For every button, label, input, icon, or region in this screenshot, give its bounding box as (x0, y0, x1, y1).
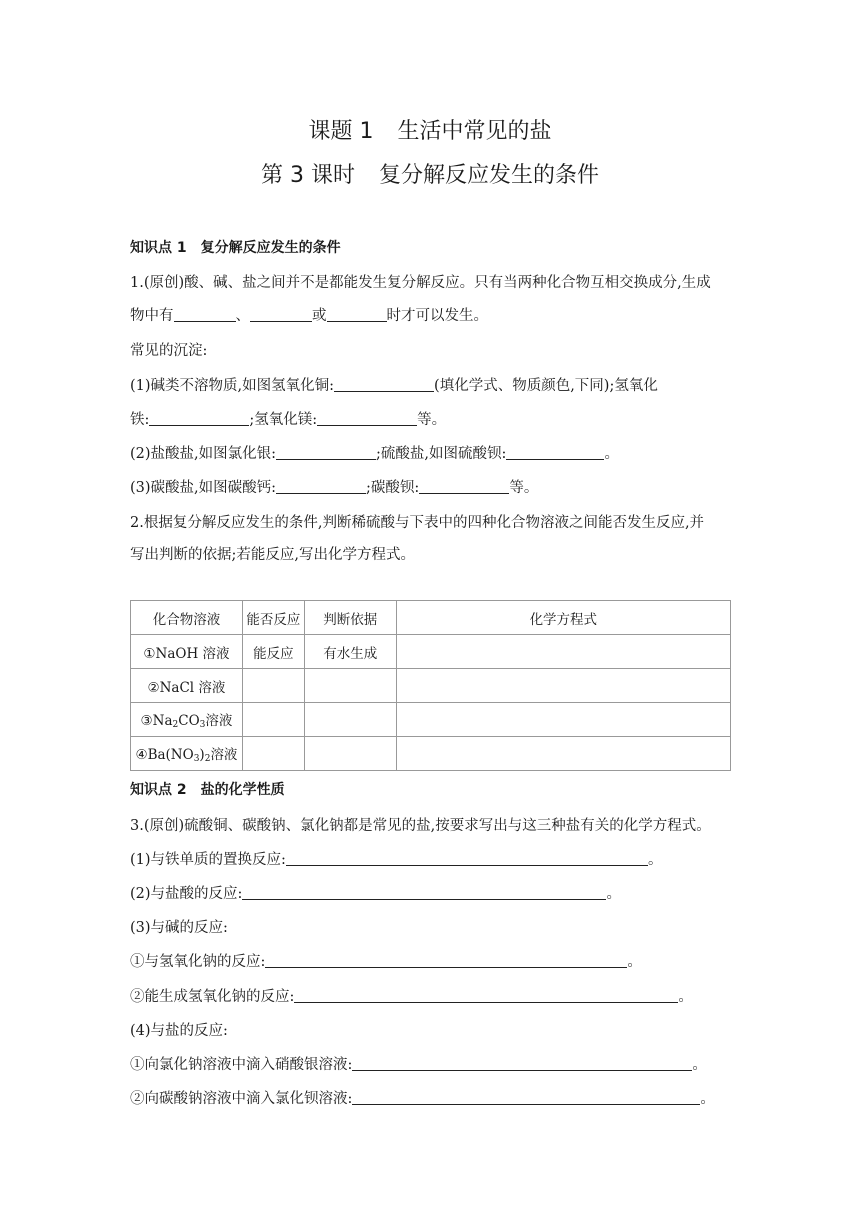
equation-cell[interactable] (396, 703, 730, 737)
answer-blank[interactable] (276, 445, 376, 460)
table-cell: $③Na_2CO_3$溶液 (131, 703, 243, 737)
q2-line-2: 写出判断的依据;若能反应,写出化学方程式。 (130, 547, 415, 563)
period-title (0, 158, 860, 189)
q1-line-iron: 铁: ;氢氧化镁: 等。 (130, 412, 447, 428)
answer-cell[interactable] (304, 737, 396, 771)
q3-intro: 3.(原创)硫酸铜、碳酸钠、氯化钠都是常见的盐,按要求写出与这三种盐有关的化学方程式。 (130, 818, 711, 834)
table-header: 化学方程式 (396, 601, 730, 635)
kp2-number: 知识点 2 (130, 782, 187, 798)
answer-cell[interactable] (242, 737, 304, 771)
q1-line-chloride: (2)盐酸盐,如图氯化银: ;硫酸盐,如图硫酸钡: 。 (130, 446, 619, 462)
answer-cell[interactable] (242, 703, 304, 737)
table-cell: 有水生成 (304, 635, 396, 669)
lesson-title (0, 114, 860, 145)
answer-blank[interactable] (294, 988, 678, 1003)
q1-common-precipitates: 常见的沉淀: (130, 343, 208, 359)
knowledge-point-1-heading (130, 237, 341, 257)
equation-cell[interactable] (396, 669, 730, 703)
q1-line-2: 物中有 、 或 时才可以发生。 (130, 308, 488, 324)
period-number: 第 3 课时 (261, 163, 355, 188)
answer-blank[interactable] (334, 377, 434, 392)
q1-line-carbonate: (3)碳酸盐,如图碳酸钙: ;碳酸钡: 等。 (130, 480, 539, 496)
answer-cell[interactable] (304, 703, 396, 737)
table-header: 能否反应 (242, 601, 304, 635)
table-header: 化合物溶液 (131, 601, 243, 635)
table-row (131, 669, 731, 703)
table-cell: ②NaCl 溶液 (131, 669, 243, 703)
equation-cell[interactable] (396, 635, 730, 669)
answer-blank[interactable] (327, 307, 387, 322)
q1-line-1: 1.(原创)酸、碱、盐之间并不是都能发生复分解反应。只有当两种化合物互相交换成分,生成 (130, 275, 711, 291)
answer-blank[interactable] (352, 1056, 692, 1071)
q1-line-base: (1)碱类不溶物质,如图氢氧化铜: (填化学式、物质颜色,下同);氢氧化 (130, 378, 658, 394)
table-row (131, 737, 731, 771)
q3-part-4b: ②向碳酸钠溶液中滴入氯化钡溶液: 。 (130, 1091, 715, 1107)
table-row (131, 703, 731, 737)
answer-cell[interactable] (242, 669, 304, 703)
q2-line-1: 2.根据复分解反应发生的条件,判断稀硫酸与下表中的四种化合物溶液之间能否发生反应,并 (130, 515, 705, 531)
q3-part-2: (2)与盐酸的反应: 。 (130, 886, 621, 902)
answer-blank[interactable] (419, 479, 509, 494)
answer-blank[interactable] (352, 1090, 700, 1105)
answer-blank[interactable] (286, 851, 648, 866)
lesson-name: 生活中常见的盐 (397, 119, 552, 144)
answer-blank[interactable] (242, 885, 606, 900)
q3-part-1: (1)与铁单质的置换反应: 。 (130, 852, 663, 868)
table-header-row (131, 601, 731, 635)
kp1-number: 知识点 1 (130, 240, 187, 256)
q3-part-3b: ②能生成氢氧化钠的反应: 。 (130, 989, 693, 1005)
answer-blank[interactable] (265, 953, 627, 968)
answer-blank[interactable] (250, 307, 312, 322)
table-cell: 能反应 (242, 635, 304, 669)
answer-blank[interactable] (149, 411, 249, 426)
answer-blank[interactable] (276, 479, 366, 494)
q3-part-4: (4)与盐的反应: (130, 1023, 228, 1039)
answer-blank[interactable] (317, 411, 417, 426)
equation-cell[interactable] (396, 737, 730, 771)
knowledge-point-2-heading (130, 779, 285, 799)
reaction-table (130, 600, 731, 771)
answer-blank[interactable] (174, 307, 236, 322)
kp2-name: 盐的化学性质 (200, 782, 285, 798)
kp1-name: 复分解反应发生的条件 (200, 240, 341, 256)
q3-part-3: (3)与碱的反应: (130, 920, 228, 936)
answer-cell[interactable] (304, 669, 396, 703)
table-header: 判断依据 (304, 601, 396, 635)
table-row (131, 635, 731, 669)
q3-part-3a: ①与氢氧化钠的反应: 。 (130, 954, 642, 970)
period-name: 复分解反应发生的条件 (378, 163, 599, 188)
answer-blank[interactable] (506, 445, 604, 460)
table-cell: $④Ba(NO_3)_2$溶液 (131, 737, 243, 771)
lesson-number: 课题 1 (308, 119, 374, 144)
q3-part-4a: ①向氯化钠溶液中滴入硝酸银溶液: 。 (130, 1057, 707, 1073)
table-cell: ①NaOH 溶液 (131, 635, 243, 669)
